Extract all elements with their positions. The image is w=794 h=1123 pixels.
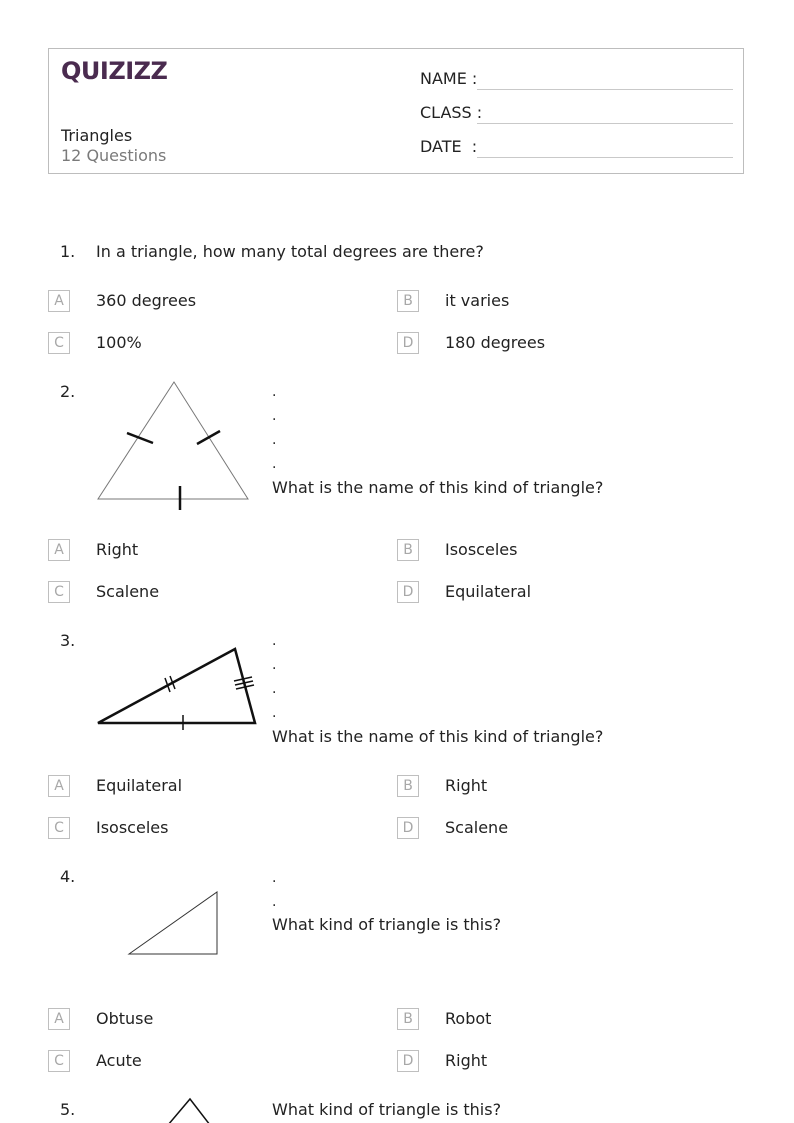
option-letter-c[interactable]: C [48,332,70,354]
class-label: CLASS : [420,103,483,122]
option-letter-a[interactable]: A [48,539,70,561]
dot: . [272,408,277,424]
option-text[interactable]: Right [96,540,139,559]
option-text[interactable]: Scalene [96,582,160,601]
option-text[interactable]: Obtuse [96,1009,154,1028]
scalene-triangle-figure [96,646,260,732]
option-letter-d[interactable]: D [397,1050,419,1072]
option-text[interactable]: Equilateral [445,582,532,601]
question-text: What kind of triangle is this? [272,1100,502,1119]
option-letter-d[interactable]: D [397,581,419,603]
option-letter-a[interactable]: A [48,290,70,312]
triangle-outline [98,382,248,499]
option-text[interactable]: Isosceles [96,818,169,837]
dot: . [272,432,277,448]
question-text: What kind of triangle is this? [272,915,502,934]
option-letter-b[interactable]: B [397,1008,419,1030]
option-letter-b[interactable]: B [397,290,419,312]
tick-mark [197,431,220,444]
name-field[interactable] [477,89,733,90]
option-letter-c[interactable]: C [48,817,70,839]
date-label: DATE : [420,137,478,156]
quizizz-logo: QUIZIZZ [61,57,168,85]
option-text[interactable]: Acute [96,1051,142,1070]
option-text[interactable]: Equilateral [96,776,183,795]
question-text: What is the name of this kind of triangle? [272,478,604,497]
option-text[interactable]: Right [445,776,488,795]
question-count: 12 Questions [61,146,167,165]
question-number: 2. [60,382,76,401]
name-label: NAME : [420,69,478,88]
dot: . [272,681,277,697]
dot-lines [272,380,276,476]
option-text[interactable]: Isosceles [445,540,518,559]
dot: . [272,633,277,649]
option-text[interactable]: Right [445,1051,488,1070]
dot: . [272,657,277,673]
option-letter-d[interactable]: D [397,332,419,354]
question-number: 3. [60,631,76,650]
equilateral-triangle-figure [96,378,252,514]
option-text[interactable]: 100% [96,333,142,352]
worksheet-header [48,48,744,174]
date-field[interactable] [477,157,733,158]
option-text[interactable]: it varies [445,291,510,310]
worksheet-title: Triangles [61,126,133,145]
triangle-outline [168,1099,210,1123]
question-number: 5. [60,1100,76,1119]
dot: . [272,705,277,721]
dot: . [272,384,277,400]
dot: . [272,894,277,910]
triangle-outline [98,649,255,723]
option-letter-b[interactable]: B [397,775,419,797]
option-text[interactable]: 360 degrees [96,291,197,310]
option-letter-c[interactable]: C [48,1050,70,1072]
option-text[interactable]: 180 degrees [445,333,546,352]
option-letter-c[interactable]: C [48,581,70,603]
option-text[interactable]: Scalene [445,818,509,837]
class-field[interactable] [477,123,733,124]
dot: . [272,456,277,472]
dot-lines [272,629,276,725]
right-triangle-figure [126,889,222,957]
question-text: What is the name of this kind of triangle? [272,727,604,746]
triangle-figure-partial [166,1097,212,1123]
dot-lines [272,866,276,914]
option-letter-a[interactable]: A [48,1008,70,1030]
option-letter-a[interactable]: A [48,775,70,797]
question-number: 4. [60,867,76,886]
question-number: 1. [60,242,76,261]
option-letter-d[interactable]: D [397,817,419,839]
option-letter-b[interactable]: B [397,539,419,561]
triangle-outline [129,892,217,954]
question-text: In a triangle, how many total degrees are there? [96,242,484,261]
option-text[interactable]: Robot [445,1009,492,1028]
dot: . [272,870,277,886]
